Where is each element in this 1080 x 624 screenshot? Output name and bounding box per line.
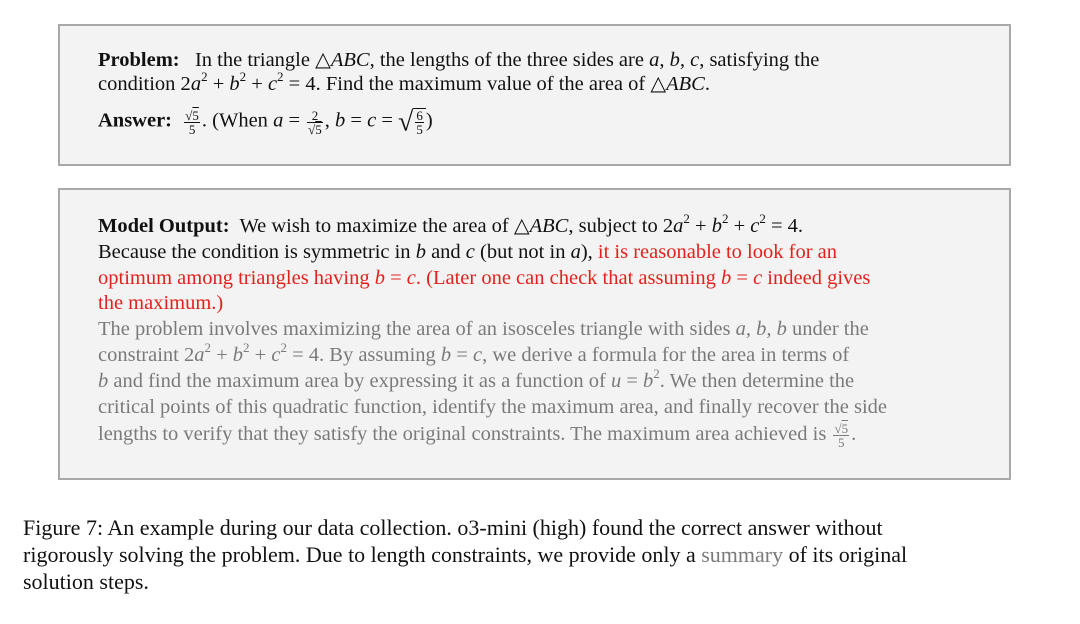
model-output-label: Model Output:: [98, 215, 230, 237]
problem-box: [58, 24, 1011, 166]
caption-line-3: solution steps.: [23, 569, 149, 594]
summary-line-3: b and find the maximum area by expressing it as a function of $u = b^2$. We then determine the: [98, 366, 855, 392]
answer-line: Answer: $\frac{√5}{5}$ . (When a = $\frac{2}{√5}$ , b = c = √ $\frac{6}{5}$ ): [98, 106, 433, 138]
caption-line-1: Figure 7: An example during our data collection. o3-mini (high) found the correct answer without: [23, 515, 883, 540]
model-output-box: [58, 188, 1011, 480]
output-line-4: the maximum.): [98, 292, 224, 314]
summary-line-4: critical points of this quadratic function, identify the maximum area, and finally recover the side: [98, 396, 887, 418]
summary-line-1: The problem involves maximizing the area of an isosceles triangle with sides a, b, b under the: [98, 318, 869, 340]
caption-line-2: rigorously solving the problem. Due to length constraints, we provide only a summary of its original: [23, 542, 908, 567]
output-line-3: optimum among triangles having b = c. (Later one can check that assuming b = c indeed gives: [98, 267, 871, 289]
output-line-2: Because the condition is symmetric in b and c (but not in a), it is reasonable to look for an: [98, 241, 838, 263]
problem-line-2: condition $2a^2 + b^2 + c^2 = 4$. Find the maximum value of the area of △ABC.: [98, 69, 710, 95]
answer-label: Answer:: [98, 109, 173, 132]
problem-line-1: Problem: In the triangle △ABC, the lengths of the three sides are a, b, c, satisfying the: [98, 49, 820, 71]
output-line-1: Model Output: We wish to maximize the area of △ABC, subject to $2a^2 + b^2 + c^2 = 4$.: [98, 211, 804, 237]
summary-line-5: lengths to verify that they satisfy the original constraints. The maximum area achieved is $\frac{√5}{5}$ .: [98, 421, 857, 450]
summary-line-2: constraint $2a^2 + b^2 + c^2 = 4$. By assuming b = c, we derive a formula for the area in terms of: [98, 340, 850, 366]
summary-highlight: summary: [701, 542, 784, 567]
problem-label: Problem:: [98, 49, 180, 71]
